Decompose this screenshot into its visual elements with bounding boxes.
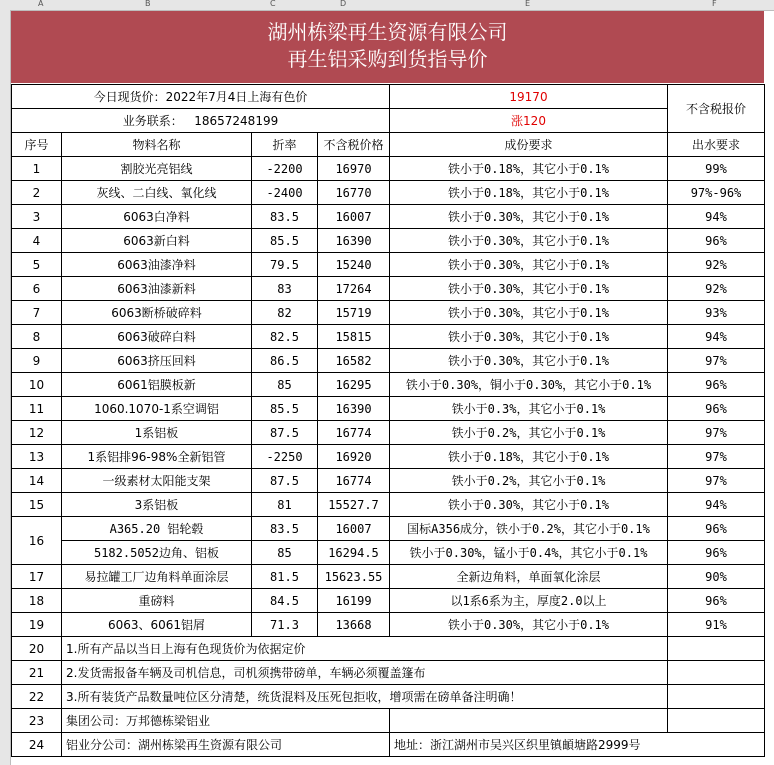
cell-name[interactable]: 5182.5052边角、铝板: [62, 541, 252, 565]
cell-water[interactable]: 96%: [668, 589, 765, 613]
empty-cell[interactable]: [668, 637, 765, 661]
cell-composition[interactable]: 铁小于0.30%，铜小于0.30%，其它小于0.1%: [390, 373, 668, 397]
cell-seq[interactable]: 10: [12, 373, 62, 397]
cell-water[interactable]: 93%: [668, 301, 765, 325]
cell-name[interactable]: A365.20 铝轮毂: [62, 517, 252, 541]
cell-seq[interactable]: 12: [12, 421, 62, 445]
cell-seq[interactable]: 19: [12, 613, 62, 637]
note-text[interactable]: 3.所有装货产品数量吨位区分清楚，统货混料及压死包拒收，增项需在磅单备注明确！: [62, 685, 668, 709]
cell-price[interactable]: 16007: [318, 205, 390, 229]
tax-label[interactable]: 不含税报价: [668, 85, 765, 133]
table-row: [12, 397, 765, 421]
cell-water[interactable]: 96%: [668, 541, 765, 565]
contact-row: [12, 109, 765, 133]
contact-cell[interactable]: [12, 109, 390, 133]
cell-seq[interactable]: 2: [12, 181, 62, 205]
cell-water[interactable]: 91%: [668, 613, 765, 637]
note-text[interactable]: 1.所有产品以当日上海有色现货价为依据定价: [62, 637, 668, 661]
cell-composition[interactable]: 铁小于0.30%，其它小于0.1%: [390, 277, 668, 301]
note-text[interactable]: 集团公司：万邦德栋梁铝业: [62, 709, 390, 733]
cell-name[interactable]: 1系铝板: [62, 421, 252, 445]
cell-price[interactable]: 16007: [318, 517, 390, 541]
note-row: [12, 709, 765, 733]
cell-name[interactable]: 6063油漆新料: [62, 277, 252, 301]
column-letter[interactable]: E: [525, 0, 531, 8]
header-name[interactable]: 物料名称: [62, 133, 252, 157]
cell-seq[interactable]: 6: [12, 277, 62, 301]
cell-water[interactable]: 94%: [668, 493, 765, 517]
column-letter[interactable]: B: [145, 0, 151, 8]
cell-discount[interactable]: 87.5: [252, 469, 318, 493]
header-row: [12, 133, 765, 157]
cell-composition[interactable]: 铁小于0.30%，其它小于0.1%: [390, 253, 668, 277]
column-header-bar: [0, 0, 774, 11]
header-seq[interactable]: 序号: [12, 133, 62, 157]
change-value[interactable]: 涨120: [390, 109, 668, 133]
cell-discount[interactable]: 83.5: [252, 517, 318, 541]
company-title: 湖州栋梁再生资源有限公司: [267, 20, 508, 44]
cell-discount[interactable]: 85: [252, 541, 318, 565]
cell-seq[interactable]: 14: [12, 469, 62, 493]
cell-composition[interactable]: 铁小于0.18%，其它小于0.1%: [390, 445, 668, 469]
cell-water[interactable]: 96%: [668, 229, 765, 253]
cell-composition[interactable]: 铁小于0.30%，其它小于0.1%: [390, 349, 668, 373]
table-row: [12, 301, 765, 325]
cell-price[interactable]: 16582: [318, 349, 390, 373]
cell-water[interactable]: 92%: [668, 253, 765, 277]
cell-price[interactable]: 15815: [318, 325, 390, 349]
table-row: [12, 349, 765, 373]
cell-composition[interactable]: 铁小于0.2%，其它小于0.1%: [390, 421, 668, 445]
cell-discount[interactable]: 81: [252, 493, 318, 517]
cell-water[interactable]: 97%: [668, 469, 765, 493]
cell-seq[interactable]: 20: [12, 637, 62, 661]
cell-price[interactable]: 16390: [318, 397, 390, 421]
cell-composition[interactable]: 铁小于0.18%，其它小于0.1%: [390, 181, 668, 205]
table-row: [12, 541, 765, 565]
cell-seq[interactable]: 16: [12, 517, 62, 565]
cell-price[interactable]: 16295: [318, 373, 390, 397]
cell-discount[interactable]: 82: [252, 301, 318, 325]
column-letter[interactable]: C: [270, 0, 276, 8]
cell-seq[interactable]: 15: [12, 493, 62, 517]
cell-name[interactable]: 一级素材太阳能支架: [62, 469, 252, 493]
cell-seq[interactable]: 8: [12, 325, 62, 349]
cell-water[interactable]: 97%: [668, 421, 765, 445]
cell-discount[interactable]: 86.5: [252, 349, 318, 373]
cell-water[interactable]: 96%: [668, 397, 765, 421]
cell-price[interactable]: 16770: [318, 181, 390, 205]
cell-discount[interactable]: 81.5: [252, 565, 318, 589]
cell-composition[interactable]: 铁小于0.30%，其它小于0.1%: [390, 493, 668, 517]
cell-water[interactable]: 94%: [668, 325, 765, 349]
cell-name[interactable]: 3系铝板: [62, 493, 252, 517]
cell-price[interactable]: 15719: [318, 301, 390, 325]
table-row: [12, 613, 765, 637]
cell-price[interactable]: 17264: [318, 277, 390, 301]
cell-composition[interactable]: 全新边角料，单面氧化涂层: [390, 565, 668, 589]
cell-name[interactable]: 6063断桥破碎料: [62, 301, 252, 325]
cell-price[interactable]: 13668: [318, 613, 390, 637]
cell-name[interactable]: 6063白净料: [62, 205, 252, 229]
contact-label: 业务联系：: [122, 113, 183, 128]
cell-discount[interactable]: 87.5: [252, 421, 318, 445]
cell-discount[interactable]: -2250: [252, 445, 318, 469]
header-composition[interactable]: 成份要求: [390, 133, 668, 157]
cell-water[interactable]: 99%: [668, 157, 765, 181]
cell-seq[interactable]: 24: [12, 733, 62, 757]
row-gutter: [0, 10, 11, 765]
price-row: [12, 85, 765, 109]
cell-seq[interactable]: 5: [12, 253, 62, 277]
cell-seq[interactable]: 21: [12, 661, 62, 685]
cell-price[interactable]: 16294.5: [318, 541, 390, 565]
cell-name[interactable]: 割胶光亮铝线: [62, 157, 252, 181]
footer-row: [12, 733, 765, 757]
table-row: [12, 493, 765, 517]
company-address[interactable]: 地址：浙江湖州市吴兴区织里镇頔塘路2999号: [390, 733, 765, 757]
table-row: [12, 565, 765, 589]
price-value[interactable]: 19170: [390, 85, 668, 109]
cell-discount[interactable]: 85: [252, 373, 318, 397]
table-row: [12, 325, 765, 349]
sheet-title: 再生铝采购到货指导价: [287, 47, 488, 71]
cell-water[interactable]: 94%: [668, 205, 765, 229]
cell-seq[interactable]: 17: [12, 565, 62, 589]
note-row: [12, 661, 765, 685]
cell-seq[interactable]: 4: [12, 229, 62, 253]
cell-water[interactable]: 96%: [668, 517, 765, 541]
cell-name[interactable]: 1系铝排96-98%全新铝管: [62, 445, 252, 469]
cell-seq[interactable]: 13: [12, 445, 62, 469]
cell-price[interactable]: 16970: [318, 157, 390, 181]
empty-cell[interactable]: [390, 709, 668, 733]
table-row: [12, 589, 765, 613]
cell-composition[interactable]: 铁小于0.30%，其它小于0.1%: [390, 613, 668, 637]
cell-water[interactable]: 97%: [668, 349, 765, 373]
cell-composition[interactable]: 铁小于0.18%，其它小于0.1%: [390, 157, 668, 181]
header-water[interactable]: 出水要求: [668, 133, 765, 157]
cell-water[interactable]: 97%-96%: [668, 181, 765, 205]
cell-name[interactable]: 6063油漆净料: [62, 253, 252, 277]
empty-cell[interactable]: [668, 709, 765, 733]
cell-water[interactable]: 96%: [668, 373, 765, 397]
table-row: [12, 373, 765, 397]
cell-seq[interactable]: 3: [12, 205, 62, 229]
cell-price[interactable]: 16390: [318, 229, 390, 253]
cell-seq[interactable]: 9: [12, 349, 62, 373]
header-price[interactable]: 不含税价格: [318, 133, 390, 157]
note-text[interactable]: 2.发货需报备车辆及司机信息，司机须携带磅单，车辆必须覆盖篷布: [62, 661, 668, 685]
header-discount[interactable]: 折率: [252, 133, 318, 157]
cell-seq[interactable]: 18: [12, 589, 62, 613]
column-letter[interactable]: D: [340, 0, 347, 8]
empty-cell[interactable]: [668, 661, 765, 685]
note-row: [12, 685, 765, 709]
table-row: [12, 205, 765, 229]
cell-name[interactable]: 6063新白料: [62, 229, 252, 253]
column-letter[interactable]: A: [38, 0, 44, 8]
cell-seq[interactable]: 11: [12, 397, 62, 421]
cell-name[interactable]: 6063挤压回料: [62, 349, 252, 373]
cell-discount[interactable]: 84.5: [252, 589, 318, 613]
cell-discount[interactable]: 85.5: [252, 229, 318, 253]
cell-discount[interactable]: 85.5: [252, 397, 318, 421]
cell-price[interactable]: 16774: [318, 469, 390, 493]
cell-seq[interactable]: 7: [12, 301, 62, 325]
cell-composition[interactable]: 铁小于0.30%，其它小于0.1%: [390, 205, 668, 229]
cell-seq[interactable]: 22: [12, 685, 62, 709]
cell-price[interactable]: 16920: [318, 445, 390, 469]
cell-name[interactable]: 6063破碎白料: [62, 325, 252, 349]
cell-price[interactable]: 15240: [318, 253, 390, 277]
table-row: [12, 229, 765, 253]
cell-price[interactable]: 15527.7: [318, 493, 390, 517]
cell-discount[interactable]: 82.5: [252, 325, 318, 349]
table-row: [12, 157, 765, 181]
empty-cell[interactable]: [668, 685, 765, 709]
table-row: [12, 517, 765, 541]
table-row: [12, 277, 765, 301]
cell-name[interactable]: 6061铝膜板新: [62, 373, 252, 397]
cell-discount[interactable]: 71.3: [252, 613, 318, 637]
cell-name[interactable]: 重磅料: [62, 589, 252, 613]
cell-composition[interactable]: 铁小于0.2%，其它小于0.1%: [390, 469, 668, 493]
cell-name[interactable]: 灰线、二白线、氧化线: [62, 181, 252, 205]
cell-name[interactable]: 1060.1070-1系空调铝: [62, 397, 252, 421]
price-label[interactable]: 今日现货价：2022年7月4日上海有色价: [12, 85, 390, 109]
cell-discount[interactable]: 83.5: [252, 205, 318, 229]
cell-discount[interactable]: -2400: [252, 181, 318, 205]
cell-discount[interactable]: -2200: [252, 157, 318, 181]
cell-water[interactable]: 92%: [668, 277, 765, 301]
cell-name[interactable]: 易拉罐工厂边角料单面涂层: [62, 565, 252, 589]
cell-composition[interactable]: 铁小于0.30%，锰小于0.4%，其它小于0.1%: [390, 541, 668, 565]
cell-water[interactable]: 90%: [668, 565, 765, 589]
cell-composition[interactable]: 铁小于0.30%，其它小于0.1%: [390, 301, 668, 325]
table-row: [12, 469, 765, 493]
cell-name[interactable]: 6063、6061铝屑: [62, 613, 252, 637]
cell-price[interactable]: 16774: [318, 421, 390, 445]
price-table: [11, 84, 765, 757]
cell-price[interactable]: 16199: [318, 589, 390, 613]
cell-composition[interactable]: 以1系6系为主，厚度2.0以上: [390, 589, 668, 613]
cell-composition[interactable]: 铁小于0.30%，其它小于0.1%: [390, 325, 668, 349]
contact-phone: 18657248199: [194, 113, 279, 128]
cell-seq[interactable]: 23: [12, 709, 62, 733]
table-row: [12, 181, 765, 205]
cell-discount[interactable]: 83: [252, 277, 318, 301]
cell-composition[interactable]: 铁小于0.30%，其它小于0.1%: [390, 229, 668, 253]
cell-composition[interactable]: 国标A356成分，铁小于0.2%，其它小于0.1%: [390, 517, 668, 541]
note-row: [12, 637, 765, 661]
cell-discount[interactable]: 79.5: [252, 253, 318, 277]
table-row: [12, 253, 765, 277]
title-banner: [11, 11, 764, 83]
cell-water[interactable]: 97%: [668, 445, 765, 469]
column-letter[interactable]: F: [712, 0, 717, 8]
table-row: [12, 445, 765, 469]
cell-seq[interactable]: 1: [12, 157, 62, 181]
cell-price[interactable]: 15623.55: [318, 565, 390, 589]
branch-company[interactable]: 铝业分公司：湖州栋梁再生资源有限公司: [62, 733, 390, 757]
table-row: [12, 421, 765, 445]
cell-composition[interactable]: 铁小于0.3%，其它小于0.1%: [390, 397, 668, 421]
